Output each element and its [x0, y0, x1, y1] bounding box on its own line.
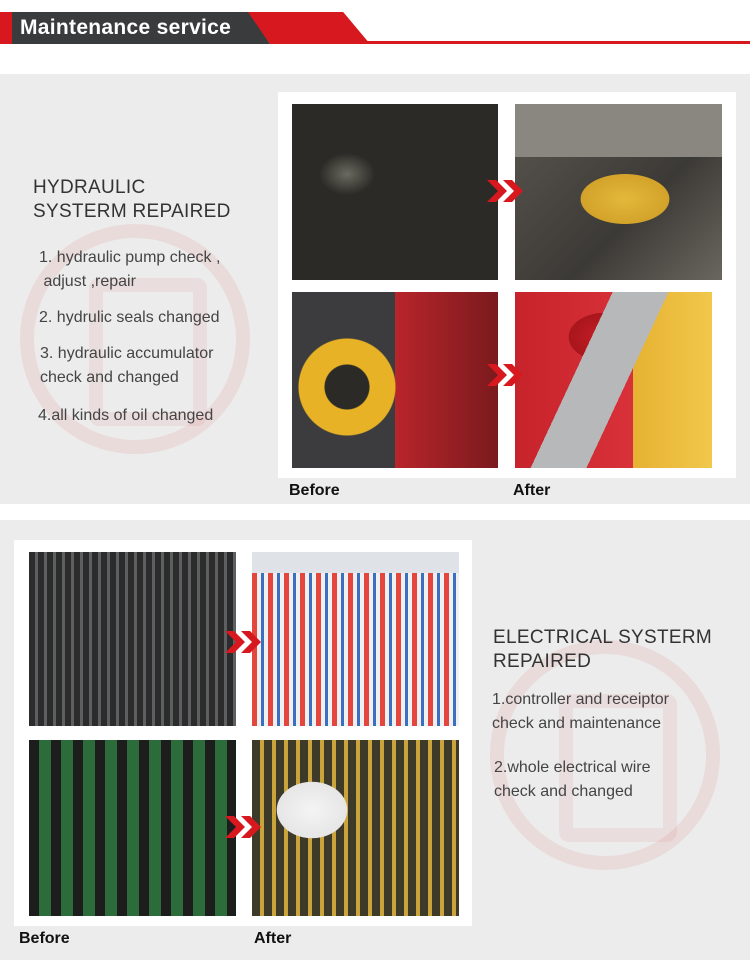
controller-after-photo	[252, 552, 459, 726]
logo-watermark-icon	[490, 640, 720, 870]
hydraulic-item-4: 4.all kinds of oil changed	[38, 407, 214, 424]
double-chevron-right-icon	[225, 631, 265, 653]
double-chevron-right-icon	[225, 816, 265, 838]
hydraulic-cylinder-before-photo	[292, 292, 498, 468]
electrical-item-2a: 2.whole electrical wire	[494, 759, 651, 776]
electrical-title-line2: REPAIRED	[493, 651, 592, 672]
double-chevron-right-icon	[487, 364, 527, 386]
header-divider-line	[360, 41, 750, 44]
hydraulic-item-2: 2. hydrulic seals changed	[39, 309, 220, 326]
electrical-item-1a: 1.controller and receiptor	[492, 691, 669, 708]
hydraulic-item-3a: 3. hydraulic accumulator	[40, 345, 214, 362]
electrical-title-line1: ELECTRICAL SYSTERM	[493, 627, 713, 648]
hydraulic-title-line2: SYSTERM REPAIRED	[33, 201, 231, 222]
controller-before-photo	[29, 552, 236, 726]
electrical-item-2b: check and changed	[494, 783, 633, 800]
hydraulic-cylinder-after-photo	[515, 292, 712, 468]
electrical-before-label: Before	[19, 930, 70, 947]
hydraulic-pump-before-photo	[292, 104, 498, 280]
wiring-after-photo	[252, 740, 459, 916]
hydraulic-item-1b: adjust ,repair	[39, 273, 136, 290]
electrical-item-1b: check and maintenance	[492, 715, 661, 732]
electrical-section	[0, 520, 750, 960]
section-header	[0, 0, 750, 48]
double-chevron-right-icon	[487, 180, 527, 202]
header-accent-left	[0, 12, 12, 44]
hydraulic-title-line1: HYDRAULIC	[33, 177, 146, 198]
hydraulic-pump-after-photo	[515, 104, 722, 280]
hydraulic-section	[0, 74, 750, 504]
hydraulic-item-1a: 1. hydraulic pump check ,	[39, 249, 221, 266]
hydraulic-item-3b: check and changed	[40, 369, 179, 386]
electrical-after-label: After	[254, 930, 292, 947]
hydraulic-before-label: Before	[289, 482, 340, 499]
wiring-before-photo	[29, 740, 236, 916]
page-title: Maintenance service	[20, 16, 232, 39]
hydraulic-after-label: After	[513, 482, 551, 499]
